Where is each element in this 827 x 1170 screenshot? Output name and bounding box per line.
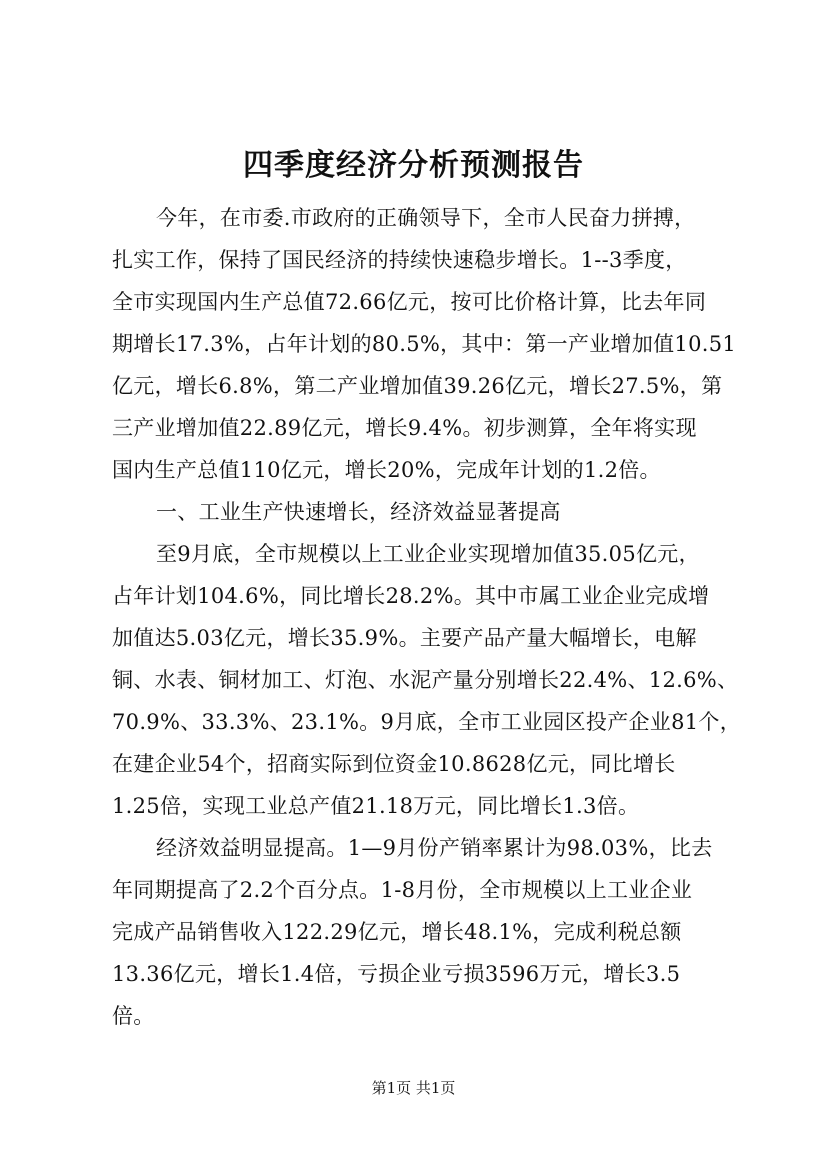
paragraph-line: 国内生产总值110亿元，增长20%，完成年计划的1.2倍。 <box>112 458 661 482</box>
paragraph-line: 完成产品销售收入122.29亿元，增长48.1%，完成利税总额 <box>112 920 682 944</box>
paragraph-line: 占年计划104.6%，同比增长28.2%。其中市属工业企业完成增 <box>112 584 710 608</box>
paragraph-line: 三产业增加值22.89亿元，增长9.4%。初步测算，全年将实现 <box>112 416 697 440</box>
paragraph-line: 加值达5.03亿元，增长35.9%。主要产品产量大幅增长，电解 <box>112 626 697 650</box>
paragraph-line: 亿元，增长6.8%，第二产业增加值39.26亿元，增长27.5%，第 <box>112 374 723 398</box>
document-body <box>112 197 752 1037</box>
paragraph-line: 倍。 <box>112 1004 155 1028</box>
paragraph-line: 年同期提高了2.2个百分点。1-8月份，全市规模以上工业企业 <box>112 878 693 902</box>
paragraph-line: 今年，在市委.市政府的正确领导下，全市人民奋力拼搏， <box>156 206 696 230</box>
paragraph-line: 13.36亿元，增长1.4倍，亏损企业亏损3596万元，增长3.5 <box>112 962 681 986</box>
paragraph-line: 在建企业54个，招商实际到位资金10.8628亿元，同比增长 <box>112 752 676 776</box>
page-footer: 第1页 共1页 <box>371 1079 456 1097</box>
paragraph-line: 铜、水表、铜材加工、灯泡、水泥产量分别增长22.4%、12.6%、 <box>112 668 739 692</box>
paragraph-line: 经济效益明显提高。1—9月份产销率累计为98.03%，比去 <box>156 836 713 860</box>
paragraph-line: 期增长17.3%，占年计划的80.5%，其中：第一产业增加值10.51 <box>112 332 737 356</box>
document-title: 四季度经济分析预测报告 <box>243 148 584 183</box>
paragraph-line: 至9月底，全市规模以上工业企业实现增加值35.05亿元， <box>156 542 700 566</box>
paragraph-line: 1.25倍，实现工业总产值21.18万元，同比增长1.3倍。 <box>112 794 640 818</box>
paragraph-line: 扎实工作，保持了国民经济的持续快速稳步增长。1--3季度， <box>112 248 687 272</box>
paragraph-line: 全市实现国内生产总值72.66亿元，按可比价格计算，比去年同 <box>112 290 707 314</box>
paragraph-line: 70.9%、33.3%、23.1%。9月底，全市工业园区投产企业81个， <box>112 710 742 734</box>
section-heading: 一、工业生产快速增长，经济效益显著提高 <box>156 500 561 524</box>
